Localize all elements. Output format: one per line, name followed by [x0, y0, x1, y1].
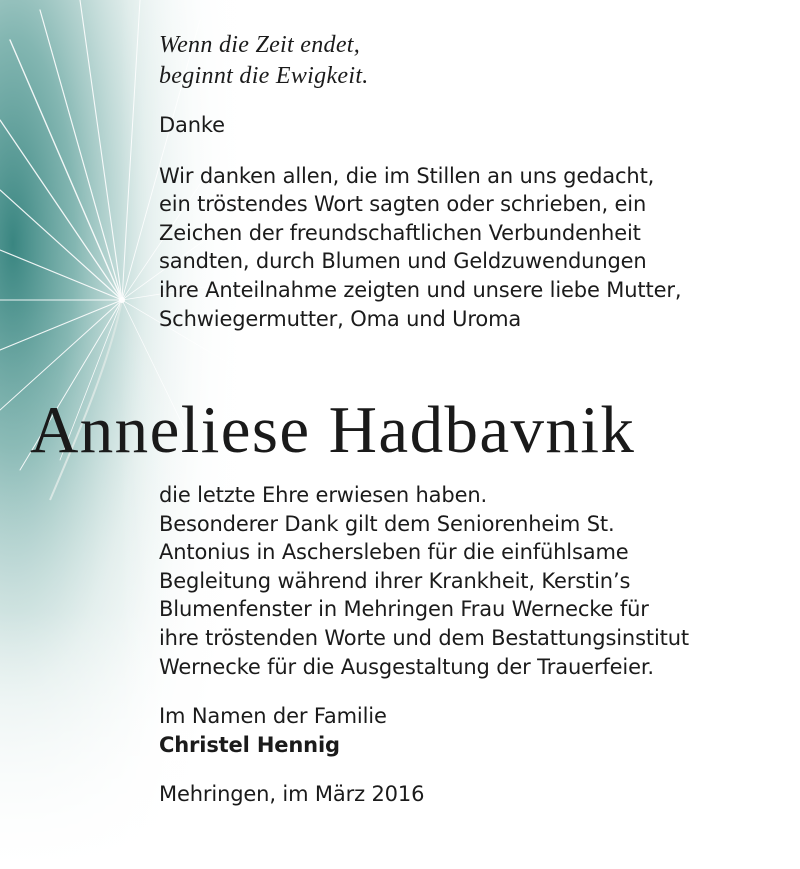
- paragraph-line: Zeichen der freundschaftlichen Verbundenheit: [159, 220, 641, 245]
- thanks-heading: Danke: [159, 113, 225, 137]
- signoff-line: Im Namen der Familie: [159, 704, 387, 729]
- place-date: Mehringen, im März 2016: [159, 782, 425, 807]
- paragraph-line: die letzte Ehre erwiesen haben.: [159, 483, 488, 507]
- thanks-paragraph: [159, 162, 779, 334]
- lower-text-block: [159, 481, 779, 809]
- paragraph-line: Wernecke für die Ausgestaltung der Trauerfeier.: [159, 654, 654, 679]
- paragraph-line: sandten, durch Blumen und Geldzuwendungen: [159, 249, 647, 274]
- paragraph-line: Besonderer Dank gilt dem Seniorenheim St.: [159, 511, 615, 536]
- paragraph-line: ihre Anteilnahme zeigten und unsere liebe Mutter,: [159, 277, 682, 302]
- signoff: [159, 702, 779, 759]
- paragraph-line: Blumenfenster in Mehringen Frau Wernecke für: [159, 597, 649, 622]
- quote-line-2: beginnt die Ewigkeit.: [159, 63, 369, 89]
- paragraph-line: Wir danken allen, die im Stillen an uns gedacht,: [159, 163, 655, 188]
- paragraph-line: ein tröstendes Wort sagten oder schrieben, ein: [159, 192, 647, 217]
- quote-line-1: Wenn die Zeit endet,: [159, 32, 361, 58]
- gratitude-paragraph: [159, 481, 779, 681]
- paragraph-line: ihre tröstenden Worte und dem Bestattungsinstitut: [159, 625, 689, 650]
- signer-name: Christel Hennig: [159, 732, 340, 757]
- paragraph-line: Antonius in Aschersleben für die einfühlsame: [159, 540, 629, 565]
- paragraph-line: Schwiegermutter, Oma und Uroma: [159, 306, 522, 331]
- upper-text-block: [159, 30, 779, 333]
- paragraph-line: Begleitung während ihrer Krankheit, Kerstin’s: [159, 568, 631, 593]
- quote: [159, 30, 779, 92]
- deceased-name: Anneliese Hadbavnik: [30, 393, 636, 467]
